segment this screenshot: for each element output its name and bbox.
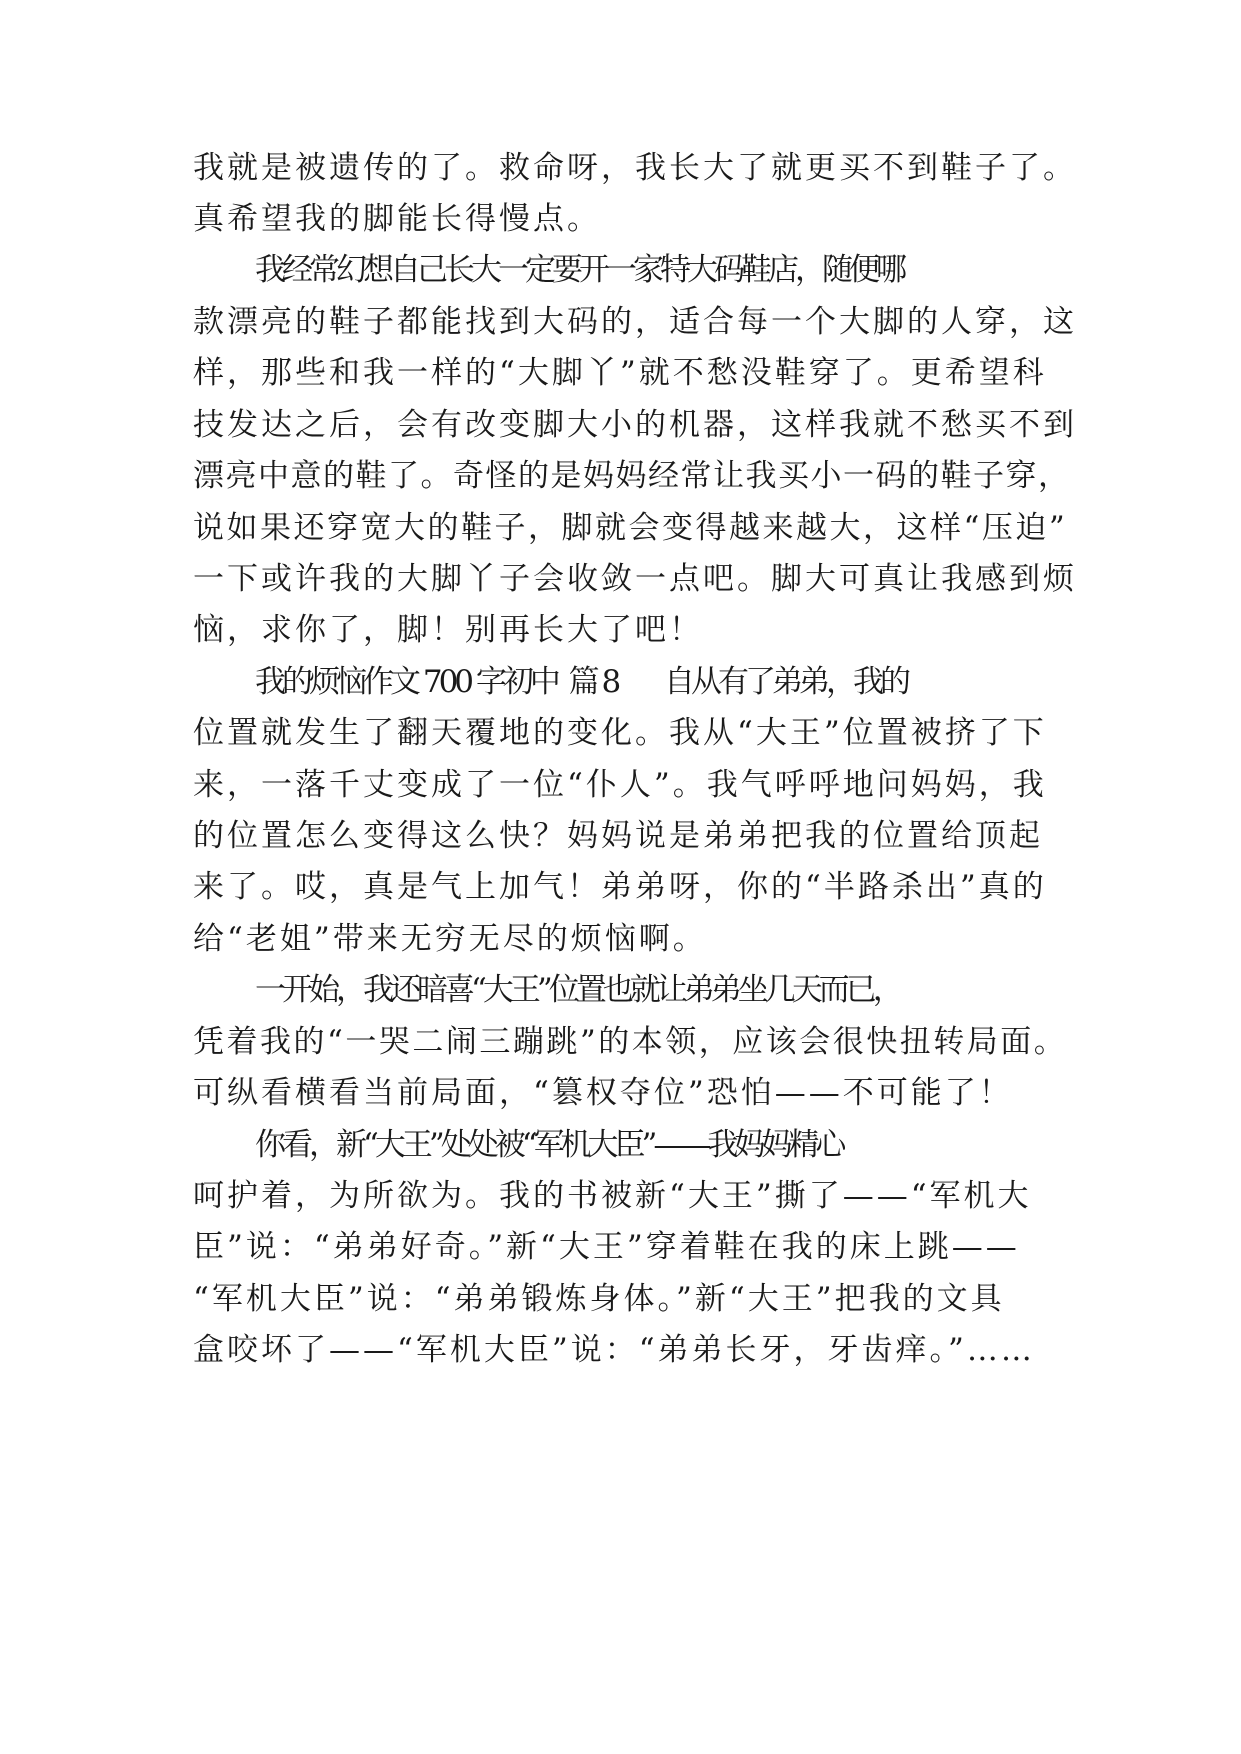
text-line: 臣”说：“弟弟好奇。”新“大王”穿着鞋在我的床上跳—— <box>193 1229 1020 1265</box>
text-line: 给“老姐”带来无穷无尽的烦恼啊。 <box>193 921 707 957</box>
text-line: 我就是被遗传的了。救命呀，我长大了就更买不到鞋子了。 <box>193 150 1077 186</box>
text-line: 款漂亮的鞋子都能找到大码的，适合每一个大脚的人穿，这 <box>193 304 1077 340</box>
text-line: 真希望我的脚能长得慢点。 <box>193 201 601 237</box>
paragraph-start-line: 一开始，我还暗喜“大王”位置也就让弟弟坐几天而已， <box>255 972 900 1008</box>
text-line: 来，一落千丈变成了一位“仆人”。我气呼呼地问妈妈，我 <box>193 767 1047 803</box>
section-heading-line: 我的烦恼作文 700 字初中 篇 8 自从有了弟弟，我的 <box>255 664 907 700</box>
text-line: 漂亮中意的鞋了。奇怪的是妈妈经常让我买小一码的鞋子穿， <box>193 458 1071 494</box>
text-line: 样，那些和我一样的“大脚丫”就不愁没鞋穿了。更希望科 <box>193 355 1047 391</box>
text-line: “军机大臣”说：“弟弟锻炼身体。”新“大王”把我的文具 <box>193 1281 1005 1317</box>
text-line: 技发达之后，会有改变脚大小的机器，这样我就不愁买不到 <box>193 407 1077 443</box>
text-line: 盒咬坏了——“军机大臣”说：“弟弟长牙，牙齿痒。”…… <box>193 1332 1035 1368</box>
text-line: 恼，求你了，脚！别再长大了吧！ <box>193 612 703 648</box>
text-line: 一下或许我的大脚丫子会收敛一点吧。脚大可真让我感到烦 <box>193 561 1077 597</box>
text-line: 位置就发生了翻天覆地的变化。我从“大王”位置被挤了下 <box>193 715 1047 751</box>
paragraph-start-line: 你看，新“大王”处处被“军机大臣”——我妈妈精心 <box>255 1127 843 1163</box>
text-line: 的位置怎么变得这么快？妈妈说是弟弟把我的位置给顶起 <box>193 818 1043 854</box>
text-line: 凭着我的“一哭二闹三蹦跳”的本领，应该会很快扭转局面。 <box>193 1024 1068 1060</box>
paragraph-start-line: 我经常幻想自己长大一定要开一家特大码鞋店，随便哪 <box>255 252 903 288</box>
text-line: 呵护着，为所欲为。我的书被新“大王”撕了——“军机大 <box>193 1178 1032 1214</box>
text-line: 来了。哎，真是气上加气！弟弟呀，你的“半路杀出”真的 <box>193 869 1047 905</box>
text-line: 可纵看横看当前局面，“篡权夺位”恐怕——不可能了！ <box>193 1075 1013 1111</box>
text-line: 说如果还穿宽大的鞋子，脚就会变得越来越大，这样“压迫” <box>193 510 1068 546</box>
